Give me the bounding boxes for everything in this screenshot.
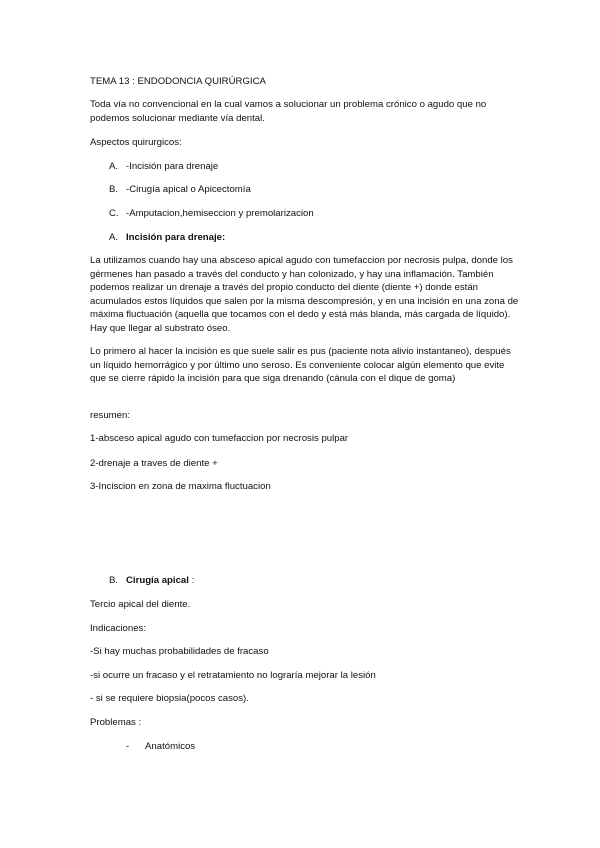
- indicacion-item: -si ocurre un fracaso y el retratamiento no lograría mejorar la lesión: [90, 670, 376, 681]
- list-dash: -: [126, 741, 130, 752]
- section-heading-suffix: :: [188, 575, 195, 586]
- section-b-heading: [109, 574, 194, 588]
- resumen-item: 1-absceso apical agudo con tumefaccion por necrosis pulpar: [90, 433, 349, 444]
- section-a-paragraph-1: La utilizamos cuando hay una absceso apical agudo con tumefaccion por necrosis pulpa, donde los gérmenes han pasado a través del conducto y han colonizado, y hay una inflamación. También podemos realizar un drenaje a través del propio conducto del diente (diente +) donde están acumulados estos líquidos que salen por la misma descompresión, y en una incisión en una zona de máxima fluctuación (aquella que tocamos con el dedo y está más blanda, más cargada de líquido). Hay que llegar al substrato óseo.: [90, 255, 519, 334]
- indicaciones-label: Indicaciones:: [90, 623, 146, 634]
- aspect-item-a: [109, 160, 218, 174]
- section-a-paragraph-2: Lo primero al hacer la incisión es que suele salir es pus (paciente nota alivio instantaneo), después un líquido hemorrágico y por último uno seroso. Es conveniente colocar algún elemento que evite que se cierre rápido la incisión para que siga drenando (cánula con el dique de goma): [90, 346, 511, 384]
- problema-item: [126, 740, 195, 754]
- indicacion-item: - si se requiere biopsia(pocos casos).: [90, 693, 249, 704]
- section-a-heading: [109, 231, 225, 245]
- tercio-text: Tercio apical del diente.: [90, 599, 191, 610]
- page-title: TEMA 13 : ENDODONCIA QUIRÚRGICA: [90, 76, 266, 87]
- resumen-item: 2-drenaje a traves de diente +: [90, 458, 218, 469]
- aspect-item-c: [109, 207, 314, 221]
- resumen-label: resumen:: [90, 410, 130, 421]
- aspect-item-b: [109, 183, 251, 197]
- list-text: -Amputacion,hemiseccion y premolarizacion: [126, 208, 314, 219]
- list-text: -Cirugía apical o Apicectomía: [126, 184, 251, 195]
- intro-paragraph: Toda vía no convencional en la cual vamos a solucionar un problema crónico o agudo que no podemos solucionar mediante vía dental.: [90, 99, 487, 124]
- resumen-item: 3-Inciscion en zona de maxima fluctuacion: [90, 481, 271, 492]
- aspects-label: Aspectos quirurgicos:: [90, 137, 182, 148]
- list-text: Anatómicos: [145, 741, 196, 752]
- section-heading: Incisión para drenaje:: [126, 232, 226, 243]
- list-letter: A.: [109, 161, 119, 172]
- list-letter: B.: [109, 184, 119, 195]
- section-letter: B.: [109, 575, 119, 586]
- problemas-label: Problemas :: [90, 717, 142, 728]
- list-letter: C.: [109, 208, 119, 219]
- section-letter: A.: [109, 232, 119, 243]
- section-heading: Cirugía apical: [126, 575, 189, 586]
- indicacion-item: -Si hay muchas probabilidades de fracaso: [90, 646, 269, 657]
- list-text: -Incisión para drenaje: [126, 161, 219, 172]
